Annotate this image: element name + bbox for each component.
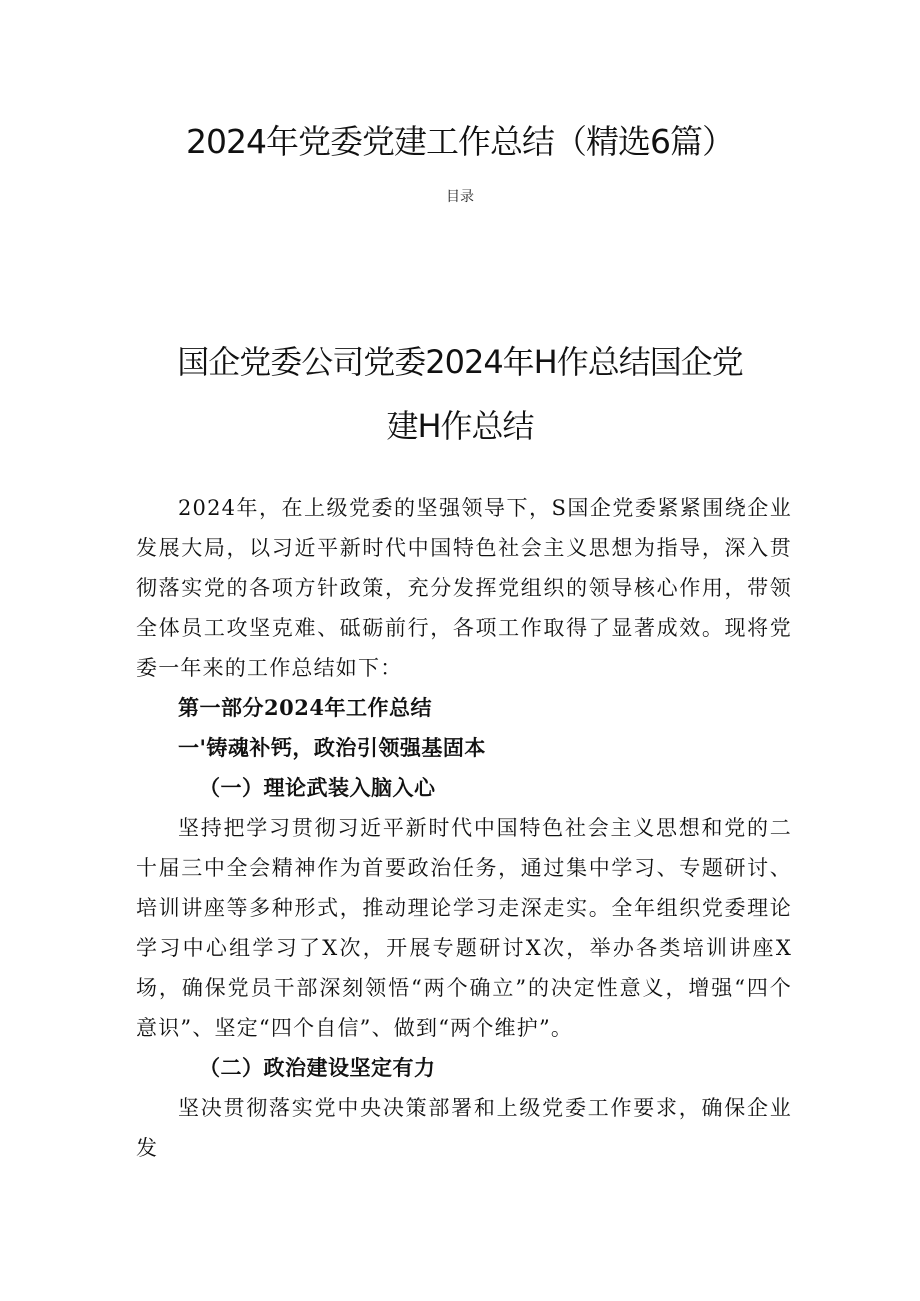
- subsection-2-paragraph: 坚决贯彻落实党中央决策部署和上级党委工作要求，确保企业发: [136, 1096, 792, 1160]
- subsection-2-heading: （二）政治建设坚定有力: [199, 1055, 436, 1080]
- toc-label: 目录: [446, 189, 474, 205]
- part-1-heading: 第一部分2024年工作总结: [178, 695, 432, 720]
- article-body: [136, 488, 792, 1168]
- subsection-1-paragraph: 坚持把学习贯彻习近平新时代中国特色社会主义思想和党的二十届三中全会精神作为首要政治任务，通过集中学习、专题研讨、培训讲座等多种形式，推动理论学习走深走实。全年组织党委理论学习中心组学习了X次，开展专题研讨X次，举办各类培训讲座X场，确保党员干部深刻领悟“两个确立”的决定性意义，增强“四个意识”、坚定“四个自信”、做到“两个维护”。: [136, 816, 792, 1040]
- subsection-1-heading: （一）理论武装入脑入心: [199, 775, 436, 800]
- article-title-line-1: 国企党委公司党委2024年H作总结国企党: [177, 343, 743, 381]
- intro-paragraph: 2024年，在上级党委的坚强领导下，S国企党委紧紧围绕企业发展大局，以习近平新时代中国特色社会主义思想为指导，深入贯彻落实党的各项方针政策，充分发挥党组织的领导核心作用，带领全体员工攻坚克难、砥砺前行，各项工作取得了显著成效。现将党委一年来的工作总结如下：: [136, 496, 792, 680]
- article-title-line-2: 建H作总结: [386, 407, 534, 445]
- document-title: 2024年党委党建工作总结（精选6篇）: [186, 122, 734, 161]
- article-title: [0, 330, 920, 458]
- section-1-heading: 一'铸魂补钙，政治引领强基固本: [178, 735, 486, 760]
